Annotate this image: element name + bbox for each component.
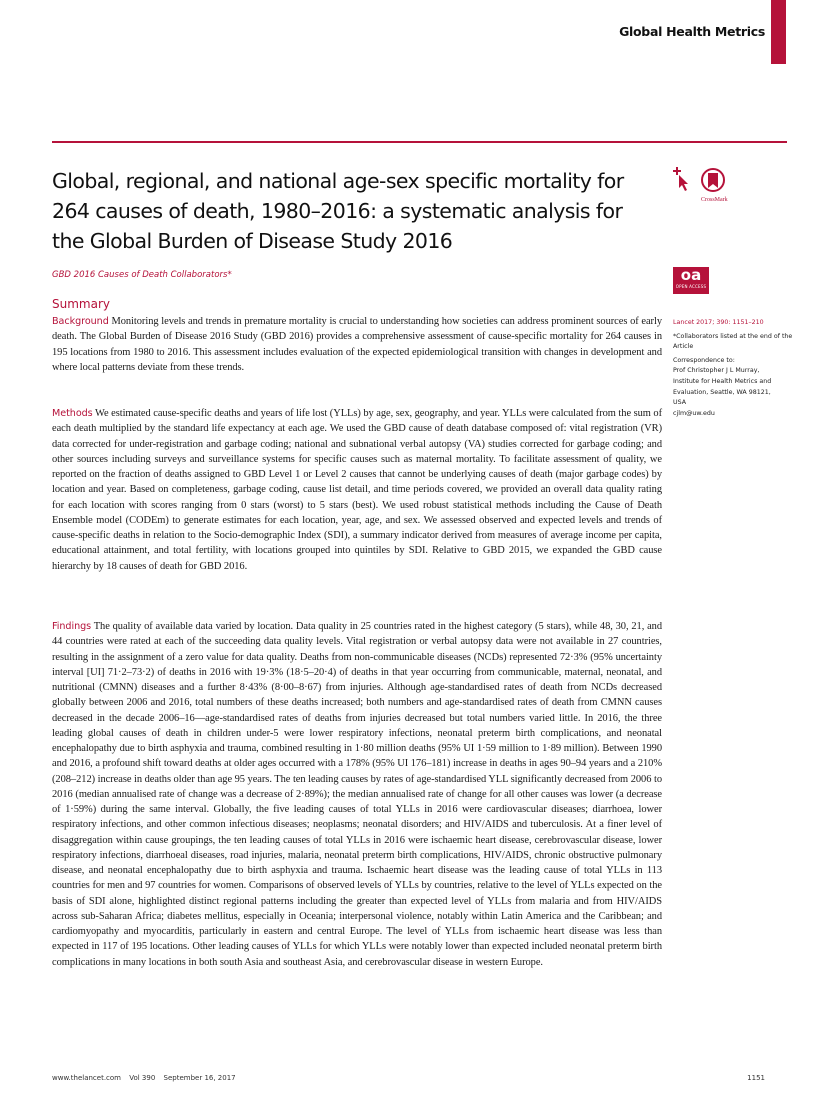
summary-heading: Summary — [52, 297, 110, 311]
article-sidebar — [673, 318, 793, 419]
background-label: Background — [52, 316, 109, 327]
article-authors[interactable]: GBD 2016 Causes of Death Collaborators* — [52, 270, 232, 280]
findings-paragraph — [52, 619, 662, 970]
page-number: 1151 — [747, 1074, 765, 1082]
correspondence-label: Correspondence to: — [673, 356, 735, 364]
page-footer — [52, 1074, 242, 1082]
correspondence-country: USA — [673, 399, 687, 407]
findings-text: The quality of available data varied by location. Data quality in 25 countries rated in the highest category (5 stars), while 48, 30, 21, and 44 countries were rated at each of the succeeding data quality levels. Vital registration or verbal autopsy data were not available in 27 countries, resulting in the assignment of a zero value for data quality. Deaths from non-communicable diseases (NCDs) represented 72·3% (95% uncertainty interval [UI] 71·2–73·2) of deaths in 2016 with 19·3% (18·5–20·4) of deaths in that year occurring from communicable, maternal, neonatal, and nutritional (CMNN) diseases and a further 8·43% (8·00–8·67) from injuries. Although age-standardised rates of death from NCDs decreased globally between 2006 and 2016, total numbers of these deaths increased; both numbers and age-standardised rates of death from CMNN causes decreased in the decade 2006–16—age-standardised rates of deaths from injuries decreased but total numbers varied little. In 2016, the three leading global causes of death in children under-5 were lower respiratory infections, neonatal preterm birth complications, and neonatal encephalopathy due to birth asphyxia and trauma, combined resulting in 1·80 million deaths (95% UI 1·59 million to 1·89 million). Between 1990 and 2016, a profound shift toward deaths at older ages occurred with a 178% (95% UI 176–181) increase in deaths in ages 90–94 years and a 210% (208–212) increase in deaths older than age 95 years. The ten leading causes by rates of age-standardised YLL significantly decreased from 2006 to 2016 (median annualised rate of change was a decrease of 2·89%); the median annualised rate of change for all other causes was lower (a decrease of 1·59%) during the same interval. Globally, the five leading causes of total YLLs in 2016 were cardiovascular diseases; diarrhoea, lower respiratory infections, and other common infectious diseases; neoplasms; neonatal disorders; and HIV/AIDS and tuberculosis. At a finer level of disaggregation within cause groupings, the ten leading causes of total YLLs in 2016 were ischaemic heart disease, cerebrovascular disease, lower respiratory infections, diarrhoeal diseases, road injuries, malaria, neonatal preterm birth complications, HIV/AIDS, chronic obstructive pulmonary disease, and neonatal encephalopathy due to birth asphyxia and trauma. Ischaemic heart disease was the leading cause of total YLLs in 113 countries for men and 97 countries for women. Comparisons of observed levels of YLLs by countries, relative to the level of YLLs expected on the basis of SDI alone, highlighted distinct regional patterns including the greater than expected level of YLLs from malaria and from HIV/AIDS across sub-Saharan Africa; diabetes mellitus, especially in Oceania; interpersonal violence, notably within Latin America and the Caribbean; and cardiomyopathy and myocarditis, particularly in eastern and central Europe. The level of YLLs from ischaemic heart disease was less than expected in 117 of 195 locations. Other leading causes of YLLs for which YLLs were notably lower than expected included neonatal preterm birth complications in many locations in both south Asia and southeast Asia, and cerebrovascular disease in western Europe. — [52, 621, 662, 968]
crossmark-badge[interactable] — [671, 166, 731, 206]
collaborators-note: *Collaborators listed at the end of the Article — [673, 332, 793, 351]
crossmark-icon — [671, 166, 731, 206]
footer-website[interactable]: www.thelancet.com — [52, 1074, 121, 1082]
footer-date: September 16, 2017 — [163, 1074, 236, 1082]
background-paragraph — [52, 314, 662, 375]
header-rule — [52, 141, 787, 143]
correspondence-name: Prof Christopher J L Murray, — [673, 367, 760, 375]
svg-text:CrossMark: CrossMark — [701, 197, 728, 203]
citation[interactable]: Lancet 2017; 390: 1151–210 — [673, 319, 764, 326]
oa-sublabel: OPEN ACCESS — [675, 284, 707, 289]
methods-text: We estimated cause-specific deaths and years of life lost (YLLs) by age, sex, geography, and year. YLLs were calculated from the sum of each death multiplied by the standard life expectancy at each age. We used the GBD cause of death database composed of: vital registration (VR) data corrected for under-registration and garbage coding; national and subnational verbal autopsy (VA) studies corrected for garbage coding; and other sources including surveys and surveillance systems for specific causes such as maternal mortality. To facilitate assessment of quality, we reported on the fraction of deaths assigned to GBD Level 1 or Level 2 causes that cannot be underlying causes of death (major garbage codes) by location and year. Based on completeness, garbage coding, cause list detail, and time periods covered, we provided an overall data quality rating for each location with scores ranging from 0 stars (worst) to 5 stars (best). We used robust statistical methods including the Cause of Death Ensemble model (CODEm) to generate estimates for each location, year, age, and sex. We assessed observed and expected levels and trends of cause-specific deaths in relation to the Socio-demographic Index (SDI), a summary indicator derived from measures of average income per capita, educational attainment, and total fertility, with locations grouped into quintiles by SDI. Relative to GBD 2015, we expanded the GBD cause hierarchy by 18 causes of death for GBD 2016. — [52, 408, 662, 572]
findings-label: Findings — [52, 621, 92, 632]
methods-paragraph — [52, 406, 662, 574]
correspondence-institute: Institute for Health Metrics and Evaluation, Seattle, WA 98121, — [673, 377, 772, 396]
oa-label: oa — [680, 266, 702, 284]
correspondence-email[interactable]: cjlm@uw.edu — [673, 409, 715, 417]
section-label: Global Health Metrics — [619, 24, 765, 39]
background-text: Monitoring levels and trends in premature mortality is crucial to understanding how societies can address prominent sources of early death. The Global Burden of Disease 2016 Study (GBD 2016) provides a comprehensive assessment of cause-specific mortality for 264 causes in 195 locations from 1980 to 2016. This assessment includes evaluation of the expected epidemiological transition with changes in development and where local patterns deviate from these trends. — [52, 316, 662, 373]
footer-volume: Vol 390 — [129, 1074, 156, 1082]
journal-color-tab — [771, 0, 786, 64]
article-title: Global, regional, and national age-sex specific mortality for 264 causes of death, 1980–2016: a systematic analysis for the Global Burden of Disease Study 2016 — [52, 169, 624, 253]
open-access-badge[interactable] — [673, 267, 709, 294]
methods-label: Methods — [52, 408, 93, 419]
